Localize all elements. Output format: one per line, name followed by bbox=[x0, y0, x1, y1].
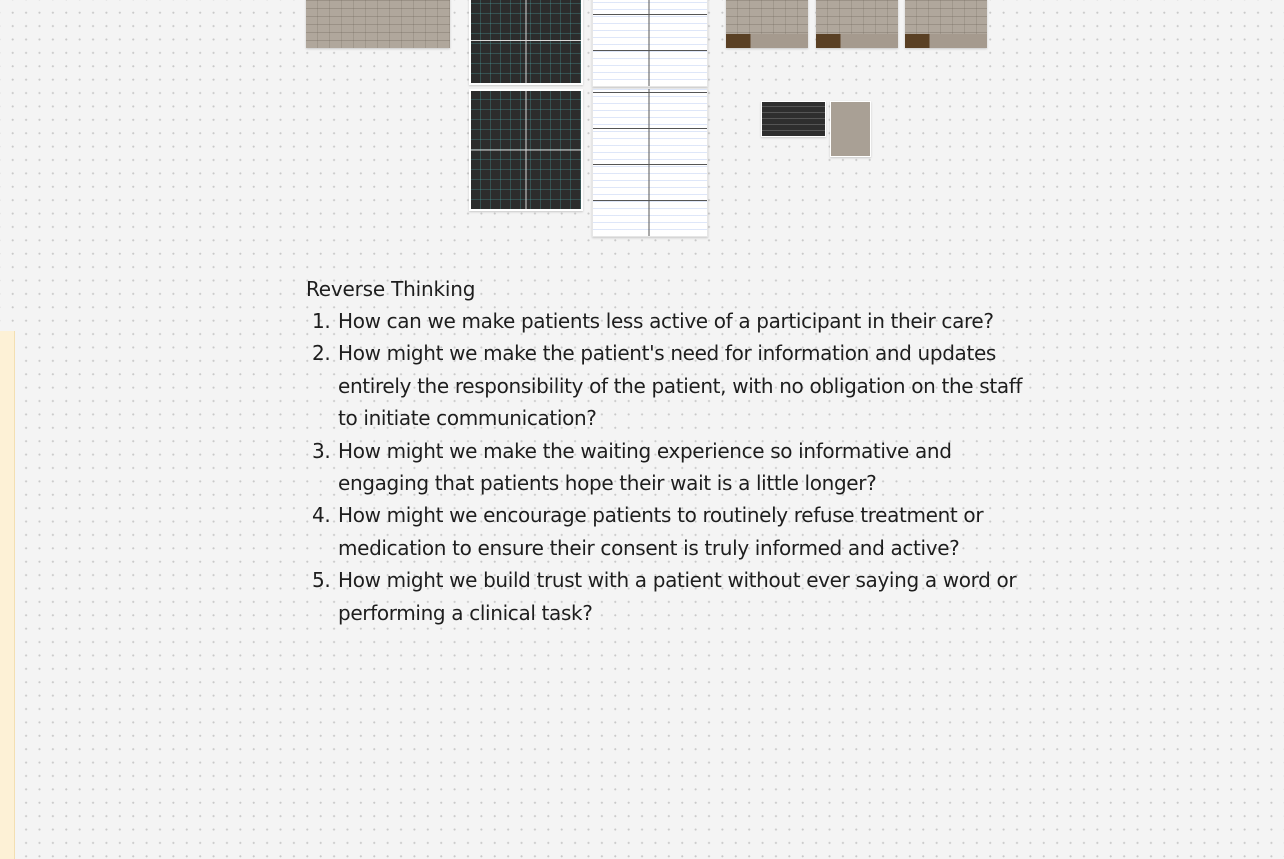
list-item bbox=[306, 435, 1026, 500]
reverse-thinking-note[interactable] bbox=[306, 275, 1026, 629]
photo-paper-3[interactable] bbox=[905, 0, 987, 48]
photo-storyboard-2[interactable] bbox=[592, 88, 708, 237]
list-item-text: How might we build trust with a patient without ever saying a word or performing a clinical task? bbox=[338, 568, 1017, 625]
list-item-number: 5. bbox=[312, 568, 331, 593]
photo-paper-1[interactable] bbox=[726, 0, 808, 48]
photo-blackboard-sketch-1[interactable] bbox=[469, 0, 583, 85]
photo-storyboard-1[interactable] bbox=[592, 0, 708, 87]
photo-paper-2[interactable] bbox=[816, 0, 898, 48]
photo-blackboard-sketch-2[interactable] bbox=[469, 89, 583, 211]
list-item-number: 3. bbox=[312, 438, 331, 463]
frame-edge[interactable] bbox=[0, 331, 15, 859]
thumbnail-blackboard[interactable] bbox=[761, 101, 826, 137]
list-item-text: How might we encourage patients to routinely refuse treatment or medication to ensure their consent is truly informed and active? bbox=[338, 503, 984, 560]
thumbnail-paper[interactable] bbox=[830, 101, 871, 157]
question-list bbox=[306, 305, 1026, 629]
photo-sketch-paper[interactable] bbox=[306, 0, 450, 48]
list-item-text: How might we make the waiting experience so informative and engaging that patients hope their wait is a little longer? bbox=[338, 438, 952, 496]
list-item bbox=[306, 305, 1026, 337]
list-item bbox=[306, 337, 1026, 434]
list-item-text: How can we make patients less active of a participant in their care? bbox=[338, 309, 994, 333]
list-item bbox=[306, 499, 1026, 564]
note-heading: Reverse Thinking bbox=[306, 277, 476, 301]
list-item bbox=[306, 564, 1026, 629]
list-item-number: 4. bbox=[312, 503, 331, 528]
list-item-text: How might we make the patient's need for information and updates entirely the responsibility of the patient, with no obligation on the staff to initiate communication? bbox=[338, 341, 1023, 431]
list-item-number: 2. bbox=[312, 341, 331, 366]
list-item-number: 1. bbox=[312, 309, 331, 333]
